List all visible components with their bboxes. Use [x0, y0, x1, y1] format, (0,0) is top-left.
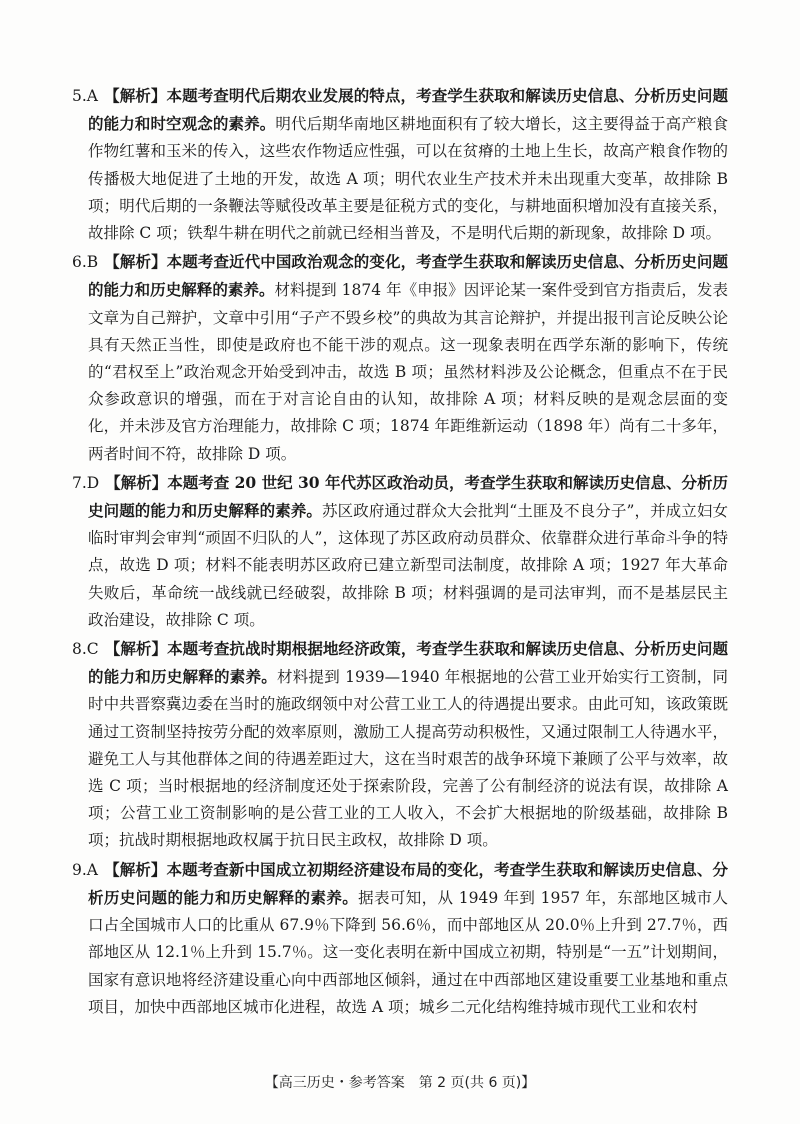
analysis-lead: 本题考查明代后期农业发展的特点，考查学生获取和解读历史信息、分析历史问题的能力和时空观念的素养。 [88, 86, 728, 134]
question-number: 8. [72, 640, 87, 659]
answer-item-5 [72, 82, 728, 247]
analysis-tag: 【解析】 [104, 859, 167, 879]
answer-letter: A [86, 860, 98, 879]
analysis-tag: 【解析】 [104, 252, 167, 272]
analysis-lead: 本题考查 20 世纪 30 年代苏区政治动员，考查学生获取和解读历史信息、分析历史问题的能力和历史解释的素养。 [88, 472, 728, 521]
analysis-body: 苏区政府通过群众大会批判“土匪及不良分子”，并成立妇女临时审判会审判“顽固不归队的人”，这体现了苏区政府动员群众、依靠群众进行革命斗争的特点，故选 D 项；材料不能表明苏区政府已建立新型司法制度，故排除 A 项；1927 年大革命失败后，革命统一战线就已经破裂，故排除 B 项；材料强调的是司法审判，而不是基层民主政治建设，故排除 C 项。 [88, 502, 728, 629]
analysis-tag: 【解析】 [105, 472, 168, 492]
answer-letter: C [86, 640, 99, 659]
answer-letter: D [86, 473, 100, 492]
answer-letter: A [86, 87, 98, 105]
analysis-body: 材料提到 1874 年《申报》因评论某一案件受到官方指责后，发表文章为自己辩护，文章中引用“子产不毁乡校”的典故为其言论辩护，并提出报刊言论反映公论具有天然正当性，即使是政府也不能干涉的观点。这一现象表明在西学东渐的影响下，传统的“君权至上”政治观念开始受到冲击，故选 B 项；虽然材料涉及公论概念，但重点不在于民众参政意识的增强，而在于对言论自由的认知，故排除 A 项；材料反映的是观念层面的变化，并未涉及官方治理能力，故排除 C 项；1874 年距维新运动（1898 年）尚有二十多年，两者时间不符，故排除 D 项。 [88, 281, 728, 463]
answer-explanations [72, 82, 728, 1022]
answer-item-9 [72, 856, 728, 1021]
answer-item-6 [72, 248, 728, 468]
analysis-body: 据表可知，从 1949 年到 1957 年，东部地区城市人口占全国城市人口的比重从 67.9％下降到 56.6％，而中部地区从 20.0％上升到 27.7％，西部地区从 12.1％上升到 15.7％。这一变化表明在新中国成立初期，特别是“一五”计划期间，国家有意识地将经济建设重心向中西部地区倾斜，通过在中西部地区建设重要工业基地和重点项目，加快中西部地区城市化进程，故选 A 项；城乡二元化结构维持城市现代工业和农村 [88, 888, 728, 1016]
analysis-tag: 【解析】 [104, 639, 168, 659]
analysis-tag: 【解析】 [104, 86, 167, 105]
analysis-lead: 本题考查抗战时期根据地经济政策，考查学生获取和解读历史信息、分析历史问题的能力和历史解释的素养。 [88, 639, 728, 687]
question-number: 9. [72, 860, 87, 879]
question-number: 6. [72, 253, 87, 272]
page-footer: 【高三历史・参考答案 第 2 页(共 6 页)】 [264, 1075, 536, 1091]
analysis-body: 材料提到 1939—1940 年根据地的公营工业开始实行工资制，同时中共晋察冀边委在当时的施政纲领中对公营工业工人的待遇提出要求。由此可知，该政策既通过工资制坚持按劳分配的效率原则，激励工人提高劳动积极性，又通过限制工人待遇水平，避免工人与其他群体之间的待遇差距过大，这在当时艰苦的战争环境下兼顾了公平与效率，故选 C 项；当时根据地的经济制度还处于探索阶段，完善了公有制经济的说法有误，故排除 A 项；公营工业工资制影响的是公营工业的工人收入，不会扩大根据地的阶级基础，故排除 B 项；抗战时期根据地政权属于抗日民主政权，故排除 D 项。 [88, 668, 728, 850]
answer-item-8 [72, 635, 728, 855]
answer-item-7 [72, 469, 728, 634]
analysis-lead: 本题考查新中国成立初期经济建设布局的变化，考查学生获取和解读历史信息、分析历史问题的能力和历史解释的素养。 [88, 859, 728, 907]
question-number: 5. [72, 87, 87, 105]
question-number: 7. [72, 473, 87, 492]
analysis-lead: 本题考查近代中国政治观念的变化，考查学生获取和解读历史信息、分析历史问题的能力和历史解释的素养。 [88, 252, 728, 300]
analysis-body: 明代后期华南地区耕地面积有了较大增长，这主要得益于高产粮食作物红薯和玉米的传入，这些农作物适应性强，可以在贫瘠的土地上生长，故高产粮食作物的传播极大地促进了土地的开发，故选 A 项；明代农业生产技术并未出现重大变革，故排除 B 项；明代后期的一条鞭法等赋役改革主要是征税方式的变化，与耕地面积增加没有直接关系，故排除 C 项；铁犁牛耕在明代之前就已经相当普及，不是明代后期的新现象，故排除 D 项。 [88, 115, 728, 243]
answer-letter: B [86, 253, 99, 272]
